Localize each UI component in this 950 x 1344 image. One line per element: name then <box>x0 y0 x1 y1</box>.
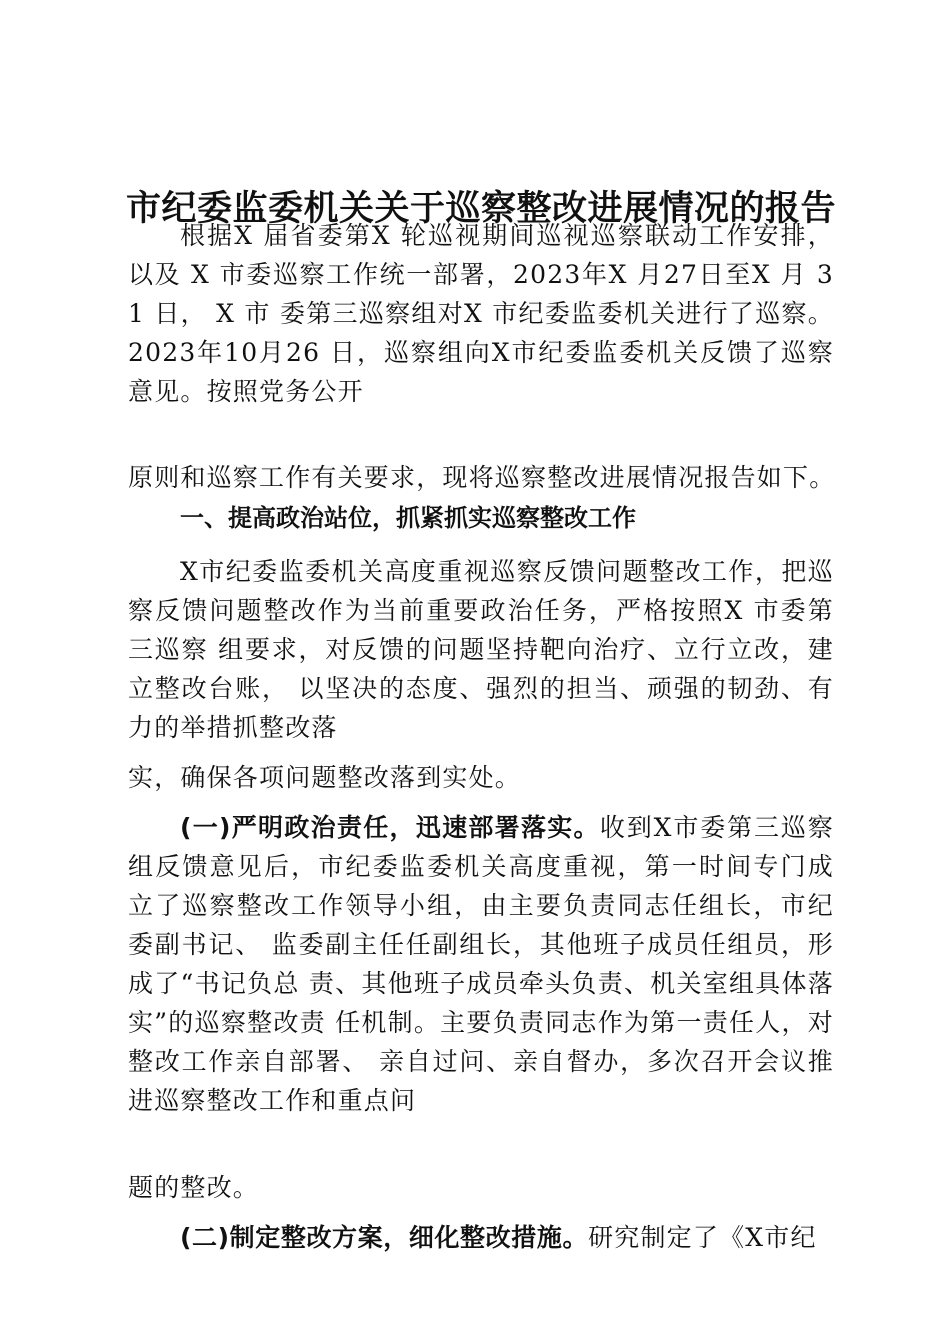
section-1-paragraph: X市纪委监委机关高度重视巡察反馈问题整改工作，把巡察反馈问题整改作为当前重要政治任务，严格按照X 市委第三巡察 组要求，对反馈的问题坚持靶向治疗、立行立改，建立整改台账， 以坚决的态度、强烈的担当、顽强的韧劲、有力的举措抓整改落 <box>128 557 834 742</box>
subsection-1-lead: (一)严明政治责任，迅速部署落实。 <box>180 813 600 842</box>
subsection-1-paragraph <box>128 808 834 1120</box>
section-heading-1: 一、提高政治站位，抓紧抓实巡察整改工作 <box>180 504 636 532</box>
subsection-2-paragraph <box>128 1218 834 1257</box>
subsection-1-text: 收到X市委第三巡察组反馈意见后，市纪委监委机关高度重视，第一时间专门成立了巡察整改工作领导小组，由主要负责同志任组长，市纪委副书记、 监委副主任任副组长，其他班子成员任组员，形成了“书记负总 责、其他班子成员牵头负责、机关室组具体落实”的巡察整改责 任机制。主要负责同志作为第一责任人，对整改工作亲自部署、 亲自过问、亲自督办，多次召开会议推进巡察整改工作和重点问 <box>128 813 834 1115</box>
section-1-paragraph-continuation: 实，确保各项问题整改落到实处。 <box>128 763 522 792</box>
intro-paragraph-continuation: 原则和巡察工作有关要求，现将巡察整改进展情况报告如下。 <box>128 463 836 492</box>
subsection-1-continuation: 题的整改。 <box>128 1173 260 1202</box>
subsection-2-lead: (二)制定整改方案，细化整改措施。 <box>180 1223 589 1252</box>
subsection-2-text: 研究制定了《X市纪 <box>588 1223 817 1252</box>
document-title: 市纪委监委机关关于巡察整改进展情况的报告 <box>126 189 837 229</box>
intro-paragraph: 根据X 届省委第X 轮巡视期间巡视巡察联动工作安排，以及 X 市委巡察工作统一部署，2023年X 月27日至X 月 3 1 日， X 市 委第三巡察组对X 市纪委监委机关进行了巡察。2023年10月26 日，巡察组向X市纪委监委机关反馈了巡察意见。按照党务公开 <box>128 221 834 406</box>
